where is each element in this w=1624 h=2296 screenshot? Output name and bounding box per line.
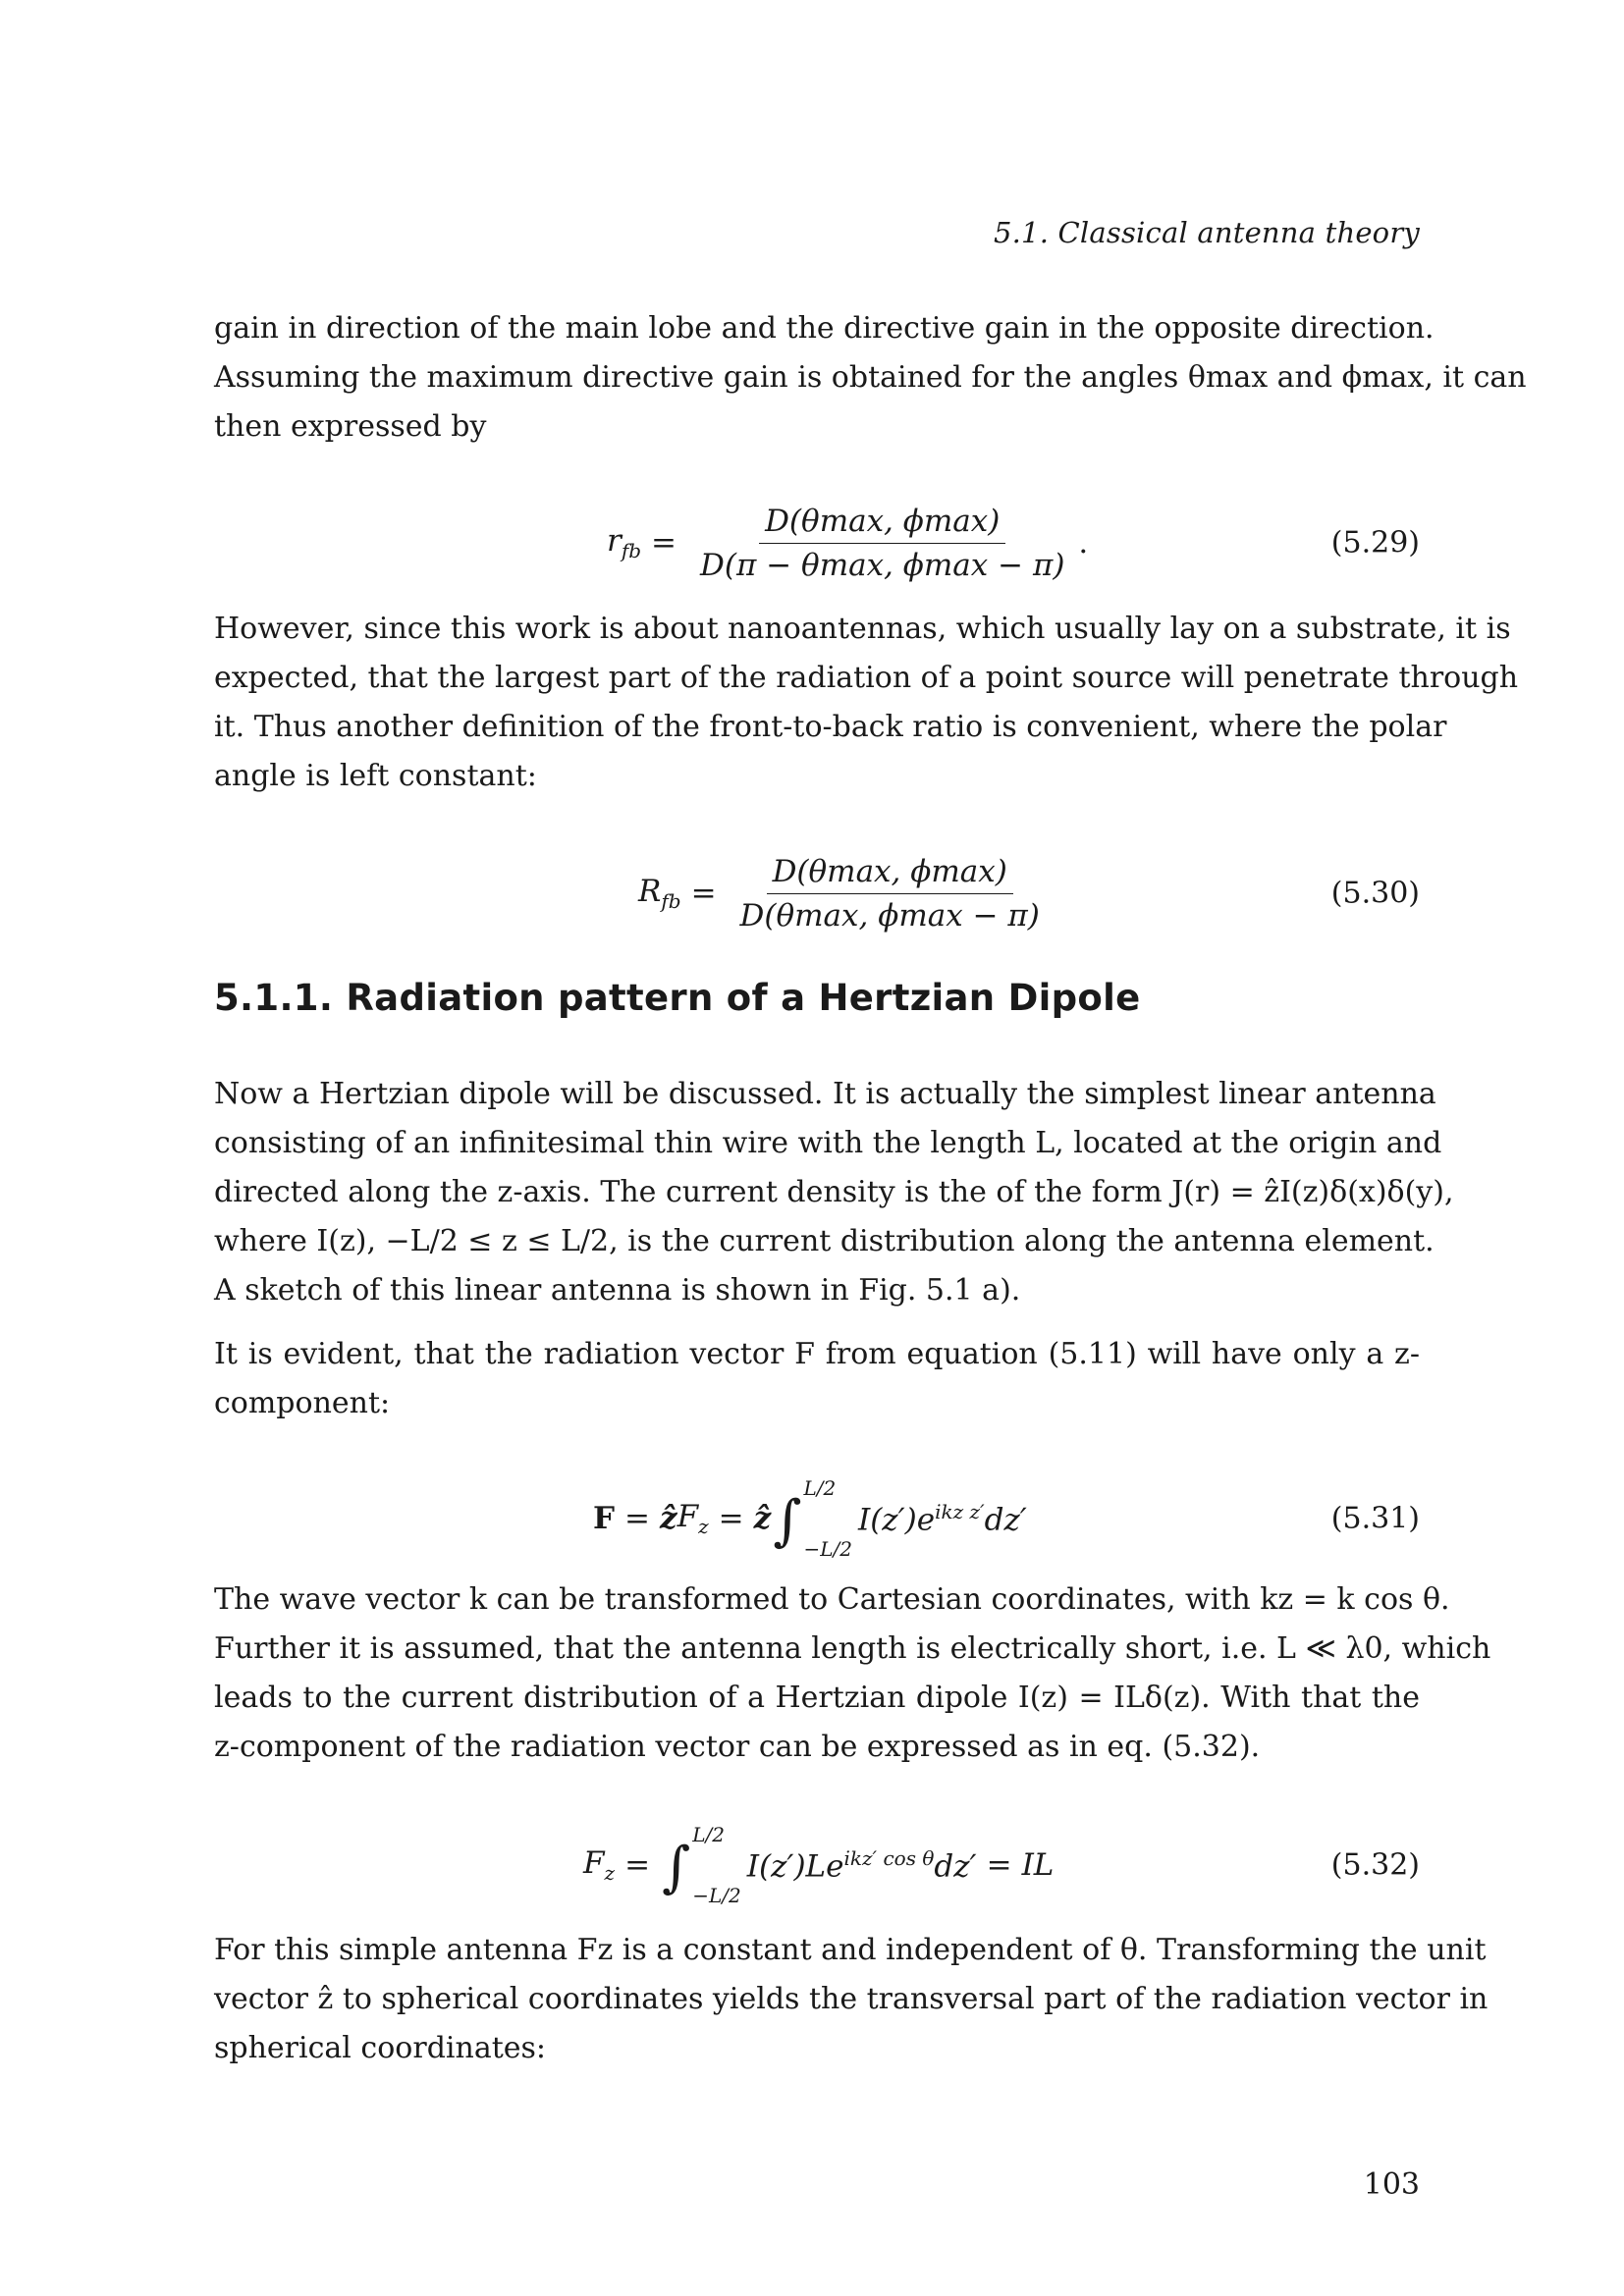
equation-number: (5.31) — [1330, 1501, 1420, 1536]
fraction-numerator: D(θmax, ϕmax) — [767, 854, 1013, 894]
eq-lhs: $R_{fb}$ — [638, 873, 681, 914]
text-line: then expressed by — [214, 409, 487, 444]
integral-sign: ∫ — [662, 1835, 691, 1899]
text-line: It is evident, that the radiation vector F from equation (5.11) will have only a z- — [214, 1337, 1420, 1371]
running-head: 5.1. Classical antenna theory — [993, 216, 1420, 249]
paragraph-radiation-vector — [214, 1330, 1420, 1428]
text-line: angle is left constant: — [214, 759, 537, 793]
equation-body: $R_{fb}$ = $\frac{D(\theta\max, \phi\max)}{D(\theta\max, \phi\max - \pi)}$ — [638, 839, 1054, 947]
text-line: spherical coordinates: — [214, 2031, 547, 2065]
integral-upper-limit: L/2 — [692, 1823, 725, 1846]
text-line: vector ẑ to spherical coordinates yields the transversal part of the radiation vector in — [214, 1982, 1489, 2016]
eq-lhs: $r_{fb}$ — [607, 522, 642, 563]
text-line: it. Thus another definition of the front-to-back ratio is convenient, where the polar — [214, 710, 1447, 744]
text-line: A sketch of this linear antenna is shown in Fig. 5.1 a). — [214, 1273, 1021, 1308]
equation-5-30 — [214, 839, 1420, 947]
text-line: Assuming the maximum directive gain is obtained for the angles θmax and ϕmax, it can — [214, 360, 1527, 395]
text-line: consisting of an infinitesimal thin wire with the length L, located at the origin and — [214, 1126, 1442, 1160]
equation-number: (5.30) — [1330, 876, 1420, 911]
equation-body: $r_{fb}$ = $\frac{D(\theta\max, \phi\max)}{D(\pi - \theta\max, \phi\max - \pi)}$ . — [607, 503, 1089, 583]
equation-5-29 — [214, 489, 1420, 597]
page-number: 103 — [1363, 2167, 1420, 2202]
paragraph-wave-vector — [214, 1575, 1491, 1772]
equation-body: F = ẑ $F_z$ = ẑ ∫ L/2 −L/2 $I(z')e^{ikz z'}dz'$ — [593, 1476, 1027, 1561]
equation-number: (5.32) — [1330, 1847, 1420, 1883]
text-line: For this simple antenna Fz is a constant and independent of θ. Transforming the unit — [214, 1933, 1487, 1967]
text-line: Further it is assumed, that the antenna length is electrically short, i.e. L ≪ λ0, which — [214, 1631, 1491, 1666]
paragraph-simple-antenna — [214, 1926, 1489, 2073]
integral-limits — [803, 1476, 852, 1561]
text-line: expected, that the largest part of the radiation of a point source will penetrate through — [214, 661, 1519, 695]
equation-5-32 — [214, 1811, 1420, 1919]
equation-5-31-text — [0, 0, 1, 1]
section-heading: 5.1.1. Radiation pattern of a Hertzian Dipole — [214, 977, 1141, 1019]
equation-body: $F_z$ = ∫ L/2 −L/2 $I(z')Le^{ikz' cos \theta}dz'$ = IL — [583, 1823, 1055, 1907]
text-line: Now a Hertzian dipole will be discussed. It is actually the simplest linear antenna — [214, 1077, 1436, 1111]
text-line: component: — [214, 1386, 391, 1420]
integral-lower-limit: −L/2 — [692, 1884, 741, 1907]
fraction-denominator: D(θmax, ϕmax − π) — [739, 897, 1040, 934]
integral-upper-limit: L/2 — [803, 1476, 837, 1500]
integral-limits — [692, 1823, 741, 1907]
equation-5-31 — [214, 1465, 1420, 1573]
integral-sign: ∫ — [773, 1488, 802, 1553]
fraction — [694, 504, 1070, 583]
paragraph-front-to-back-intro — [214, 304, 1527, 452]
text-line: The wave vector k can be transformed to Cartesian coordinates, with kz = k cos θ. — [214, 1582, 1450, 1617]
fraction — [734, 854, 1046, 934]
paragraph-hertzian-dipole — [214, 1070, 1454, 1315]
paragraph-substrate — [214, 605, 1519, 801]
fraction-numerator: D(θmax, ϕmax) — [759, 504, 1005, 544]
text-line: z-component of the radiation vector can be expressed as in eq. (5.32). — [214, 1730, 1261, 1764]
fraction-denominator: D(π − θmax, ϕmax − π) — [700, 547, 1065, 583]
text-line: directed along the z-axis. The current density is the of the form J(r) = ẑI(z)δ(x)δ(y), — [214, 1175, 1454, 1209]
integral-lower-limit: −L/2 — [803, 1537, 852, 1561]
text-line: where I(z), −L/2 ≤ z ≤ L/2, is the current distribution along the antenna element. — [214, 1224, 1435, 1258]
equation-number: (5.29) — [1330, 525, 1420, 561]
text-line: gain in direction of the main lobe and the directive gain in the opposite direction. — [214, 311, 1435, 346]
text-line: However, since this work is about nanoantennas, which usually lay on a substrate, it is — [214, 612, 1511, 646]
text-line: leads to the current distribution of a Hertzian dipole I(z) = ILδ(z). With that the — [214, 1681, 1420, 1715]
